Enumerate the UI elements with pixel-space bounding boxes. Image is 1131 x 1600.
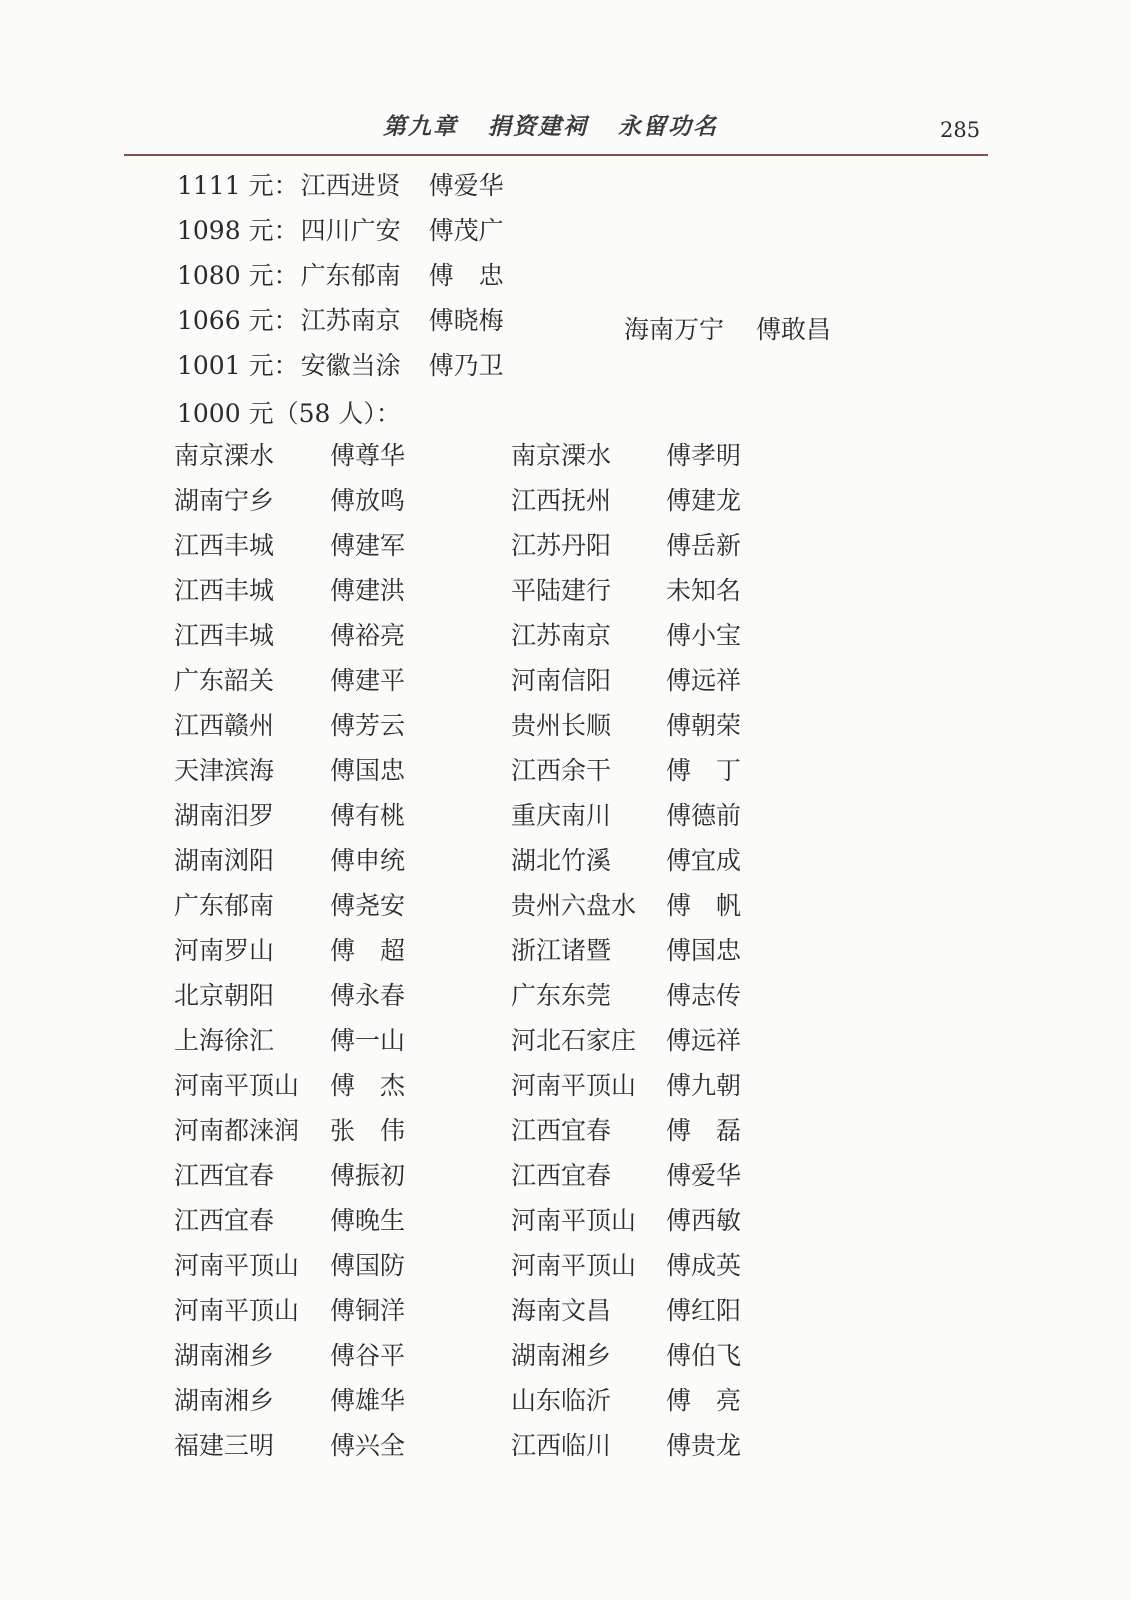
donor-name-right: 傅成英 (666, 1251, 742, 1280)
donor-place: 海南万宁 (624, 315, 725, 344)
donor-name-left: 傅雄华 (330, 1386, 406, 1415)
donor-name-right: 傅国忠 (666, 936, 742, 965)
donor-place-left: 河南平顶山 (174, 1296, 300, 1325)
list-row (174, 530, 814, 575)
donor-place-left: 江西丰城 (174, 621, 275, 650)
donor-place-right: 江苏丹阳 (511, 531, 612, 560)
donor-name-right: 傅 亮 (666, 1386, 742, 1415)
donor-place-left: 河南平顶山 (174, 1251, 300, 1280)
donation-line (177, 305, 504, 341)
donor-name: 傅晓梅 (428, 306, 504, 335)
donor-place: 江西进贤 (300, 171, 401, 200)
donor-place-right: 江西宜春 (511, 1116, 612, 1145)
donor-place-right: 江西临川 (511, 1431, 612, 1460)
donor-name-left: 傅裕亮 (330, 621, 406, 650)
donor-place: 四川广安 (300, 216, 401, 245)
donation-amount: 1066 元： (177, 306, 299, 335)
list-row (174, 620, 814, 665)
donor-name-left: 傅兴全 (330, 1431, 406, 1460)
donor-name-right: 傅志传 (666, 981, 742, 1010)
donor-place-right: 河南平顶山 (511, 1251, 637, 1280)
running-title: 第九章 捐资建祠 永留功名 (383, 113, 719, 140)
donor-place-right: 江西宜春 (511, 1161, 612, 1190)
list-row (174, 1160, 814, 1205)
donor-name-right: 傅九朝 (666, 1071, 742, 1100)
donor-name: 傅乃卫 (428, 351, 504, 380)
donor-list (174, 440, 814, 1475)
donor-name: 傅爱华 (428, 171, 504, 200)
donor-place-right: 河南平顶山 (511, 1206, 637, 1235)
donor-place-right: 南京溧水 (511, 441, 612, 470)
list-row (174, 890, 814, 935)
donor-place-right: 河南信阳 (511, 666, 612, 695)
donor-name: 傅敢昌 (756, 315, 832, 344)
donor-place-right: 贵州长顺 (511, 711, 612, 740)
list-row (174, 1025, 814, 1070)
donor-name-left: 傅一山 (330, 1026, 406, 1055)
donation-line (177, 260, 504, 296)
donation-line (177, 350, 504, 386)
list-row (174, 1070, 814, 1115)
donor-place-left: 江西赣州 (174, 711, 275, 740)
list-row (174, 755, 814, 800)
donor-name-right: 未知名 (666, 576, 742, 605)
donor-name-right: 傅西敏 (666, 1206, 742, 1235)
donor-place-left: 江西宜春 (174, 1206, 275, 1235)
donor-name-left: 傅建军 (330, 531, 406, 560)
donor-name-right: 傅爱华 (666, 1161, 742, 1190)
donor-place-right: 河北石家庄 (511, 1026, 637, 1055)
donor-name-right: 傅 磊 (666, 1116, 742, 1145)
donor-name-right: 傅建龙 (666, 486, 742, 515)
donor-name: 傅茂广 (428, 216, 504, 245)
donor-name-left: 傅有桃 (330, 801, 406, 830)
donor-name-left: 傅 超 (330, 936, 406, 965)
donor-name-right: 傅贵龙 (666, 1431, 742, 1460)
donor-name-left: 傅铜洋 (330, 1296, 406, 1325)
donor-place-right: 湖北竹溪 (511, 846, 612, 875)
section-heading: 1000 元（58 人）： (177, 399, 401, 428)
donor-place-right: 江西余干 (511, 756, 612, 785)
donor-place-left: 湖南湘乡 (174, 1341, 275, 1370)
list-row (174, 710, 814, 755)
donor-place-right: 广东东莞 (511, 981, 612, 1010)
list-row (174, 845, 814, 890)
donor-name-right: 傅孝明 (666, 441, 742, 470)
donor-name-left: 傅 杰 (330, 1071, 406, 1100)
donor-place-left: 上海徐汇 (174, 1026, 275, 1055)
donation-extra (624, 314, 831, 346)
donor-place-left: 南京溧水 (174, 441, 275, 470)
donor-place-right: 江西抚州 (511, 486, 612, 515)
list-row (174, 1340, 814, 1385)
donor-name-right: 傅 丁 (666, 756, 742, 785)
donation-amount: 1080 元： (177, 261, 299, 290)
donation-amount: 1001 元： (177, 351, 299, 380)
donation-line (177, 170, 504, 206)
donor-place-right: 海南文昌 (511, 1296, 612, 1325)
donor-name-right: 傅德前 (666, 801, 742, 830)
header-rule (124, 154, 988, 156)
donor-place: 江苏南京 (300, 306, 401, 335)
donor-name-left: 傅芳云 (330, 711, 406, 740)
donor-place-right: 江苏南京 (511, 621, 612, 650)
list-row (174, 1295, 814, 1340)
donor-place-right: 重庆南川 (511, 801, 612, 830)
page-number: 285 (940, 118, 981, 142)
donor-place-left: 广东郁南 (174, 891, 275, 920)
donor-name-right: 傅小宝 (666, 621, 742, 650)
donor-name-left: 傅谷平 (330, 1341, 406, 1370)
donor-place-left: 北京朝阳 (174, 981, 275, 1010)
donor-place-left: 湖南宁乡 (174, 486, 275, 515)
donor-place-right: 贵州六盘水 (511, 891, 637, 920)
donor-name-right: 傅 帆 (666, 891, 742, 920)
donor-name-left: 傅振初 (330, 1161, 406, 1190)
donor-place-right: 平陆建行 (511, 576, 612, 605)
donor-name-right: 傅朝荣 (666, 711, 742, 740)
donor-place-left: 湖南汨罗 (174, 801, 275, 830)
donor-name-left: 傅申统 (330, 846, 406, 875)
list-row (174, 1115, 814, 1160)
donor-name-left: 傅国忠 (330, 756, 406, 785)
donor-place-right: 山东临沂 (511, 1386, 612, 1415)
list-row (174, 665, 814, 710)
page-header (0, 108, 1131, 148)
donation-amount: 1098 元： (177, 216, 299, 245)
donor-place-left: 广东韶关 (174, 666, 275, 695)
donor-name-left: 傅永春 (330, 981, 406, 1010)
donor-name-left: 傅国防 (330, 1251, 406, 1280)
donor-name-left: 傅建洪 (330, 576, 406, 605)
donor-place-left: 湖南湘乡 (174, 1386, 275, 1415)
donor-place: 安徽当涂 (300, 351, 401, 380)
donor-name-left: 傅尊华 (330, 441, 406, 470)
donor-name-left: 傅放鸣 (330, 486, 406, 515)
list-row (174, 440, 814, 485)
donor-name: 傅 忠 (428, 261, 504, 290)
donor-name-left: 张 伟 (330, 1116, 406, 1145)
list-row (174, 1385, 814, 1430)
donor-place-right: 湖南湘乡 (511, 1341, 612, 1370)
donor-place-right: 浙江诸暨 (511, 936, 612, 965)
donor-place-left: 福建三明 (174, 1431, 275, 1460)
donor-place-left: 江西丰城 (174, 531, 275, 560)
list-row (174, 1430, 814, 1475)
list-row (174, 1250, 814, 1295)
donor-name-right: 傅宜成 (666, 846, 742, 875)
donor-name-right: 傅红阳 (666, 1296, 742, 1325)
list-row (174, 935, 814, 980)
donor-name-right: 傅岳新 (666, 531, 742, 560)
list-row (174, 1205, 814, 1250)
list-row (174, 485, 814, 530)
list-row (174, 800, 814, 845)
donor-name-right: 傅伯飞 (666, 1341, 742, 1370)
donor-place-left: 江西宜春 (174, 1161, 275, 1190)
donor-place: 广东郁南 (300, 261, 401, 290)
donor-name-right: 傅远祥 (666, 666, 742, 695)
donor-name-left: 傅建平 (330, 666, 406, 695)
donor-place-left: 河南罗山 (174, 936, 275, 965)
donor-place-left: 湖南浏阳 (174, 846, 275, 875)
donor-place-left: 河南平顶山 (174, 1071, 300, 1100)
list-row (174, 980, 814, 1025)
donation-amount: 1111 元： (177, 171, 299, 200)
donor-place-left: 江西丰城 (174, 576, 275, 605)
donor-name-left: 傅晚生 (330, 1206, 406, 1235)
donor-place-left: 天津滨海 (174, 756, 275, 785)
donation-line (177, 215, 504, 251)
donor-place-right: 河南平顶山 (511, 1071, 637, 1100)
list-row (174, 575, 814, 620)
donor-name-left: 傅尧安 (330, 891, 406, 920)
donor-place-left: 河南都涞润 (174, 1116, 300, 1145)
donor-name-right: 傅远祥 (666, 1026, 742, 1055)
